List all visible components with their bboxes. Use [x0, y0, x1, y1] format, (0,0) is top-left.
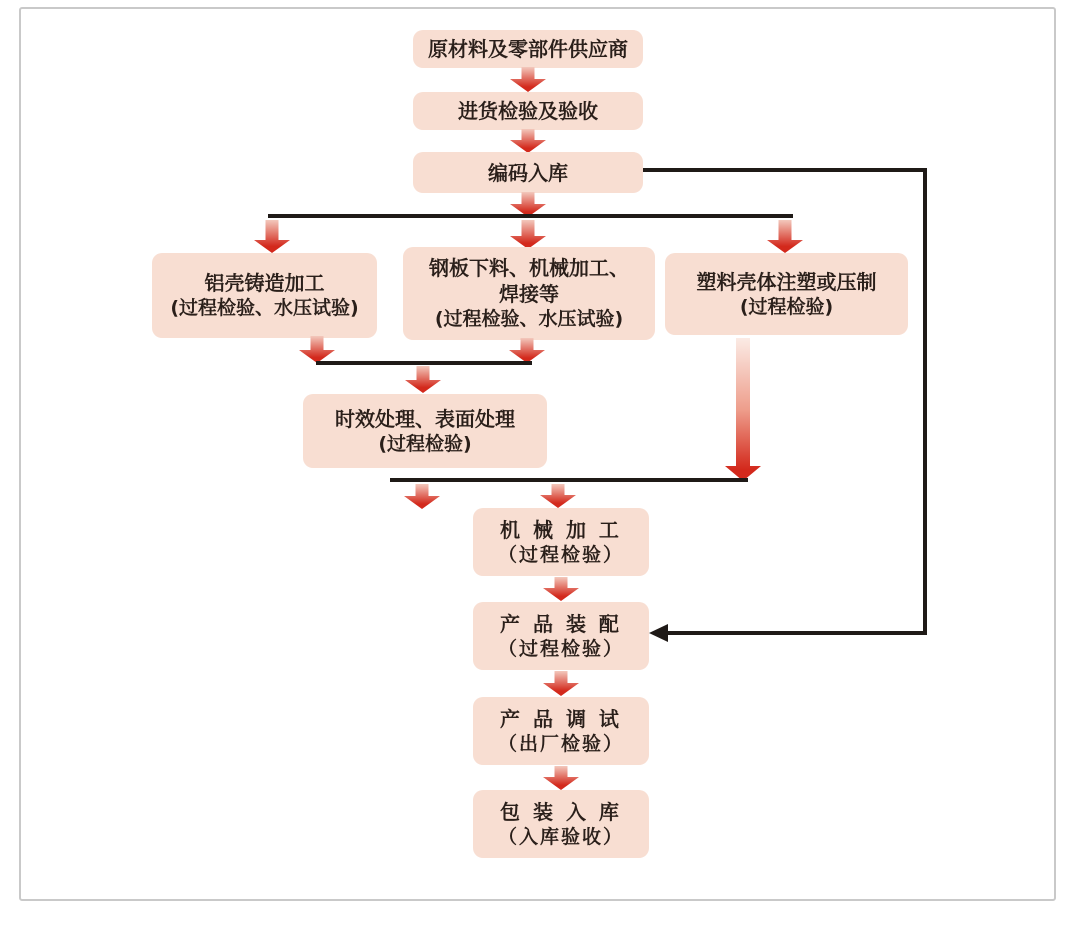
node-supplier-label: 原材料及零部件供应商: [428, 37, 628, 61]
node-plastic-molding-inspection: (过程检验): [739, 295, 834, 318]
node-product-debugging-inspection: （出厂检验）: [497, 732, 624, 755]
branch-distribution-line: [268, 214, 793, 218]
node-aluminum-casting-inspection: (过程检验、水压试验): [170, 297, 359, 320]
node-steel-processing-label: 钢板下料、机械加工、: [429, 256, 629, 281]
node-machining: [473, 508, 649, 576]
node-aging-surface-treatment: [303, 394, 547, 468]
node-aging-surface-treatment-label: 时效处理、表面处理: [335, 406, 515, 431]
node-product-debugging-label: 产 品 调 试: [500, 706, 622, 731]
node-product-assembly-label: 产 品 装 配: [500, 611, 622, 636]
node-coding-warehouse: [413, 152, 643, 193]
node-aluminum-casting-label: 铝壳铸造加工: [204, 271, 325, 296]
node-incoming-inspection: [413, 92, 643, 130]
node-supplier: [413, 30, 643, 68]
node-packing-warehouse-label: 包 装 入 库: [500, 799, 622, 824]
node-machining-inspection: （过程检验）: [497, 543, 624, 566]
node-steel-processing-label2: 焊接等: [499, 282, 559, 307]
node-packing-warehouse: [473, 790, 649, 858]
merge-line-left-branches: [316, 361, 532, 365]
feedback-line-bottom: [664, 631, 927, 635]
node-packing-warehouse-inspection: （入库验收）: [497, 825, 624, 848]
feedback-line-top: [643, 168, 927, 172]
node-product-assembly: [473, 602, 649, 670]
node-product-debugging: [473, 697, 649, 765]
node-aluminum-casting: [152, 253, 377, 338]
feedback-line-right: [923, 168, 927, 635]
left-arrowhead-icon: [649, 624, 668, 642]
node-plastic-molding: [665, 253, 908, 335]
merge-line-to-machining: [390, 478, 748, 482]
node-steel-processing: [403, 247, 655, 340]
node-plastic-molding-label: 塑料壳体注塑或压制: [696, 269, 877, 294]
node-aging-surface-treatment-inspection: (过程检验): [378, 432, 472, 455]
node-machining-label: 机 械 加 工: [500, 517, 622, 542]
node-incoming-inspection-label: 进货检验及验收: [458, 99, 598, 123]
node-steel-processing-inspection: (过程检验、水压试验): [434, 308, 624, 331]
node-product-assembly-inspection: （过程检验）: [497, 637, 624, 660]
node-coding-warehouse-label: 编码入库: [488, 160, 568, 185]
